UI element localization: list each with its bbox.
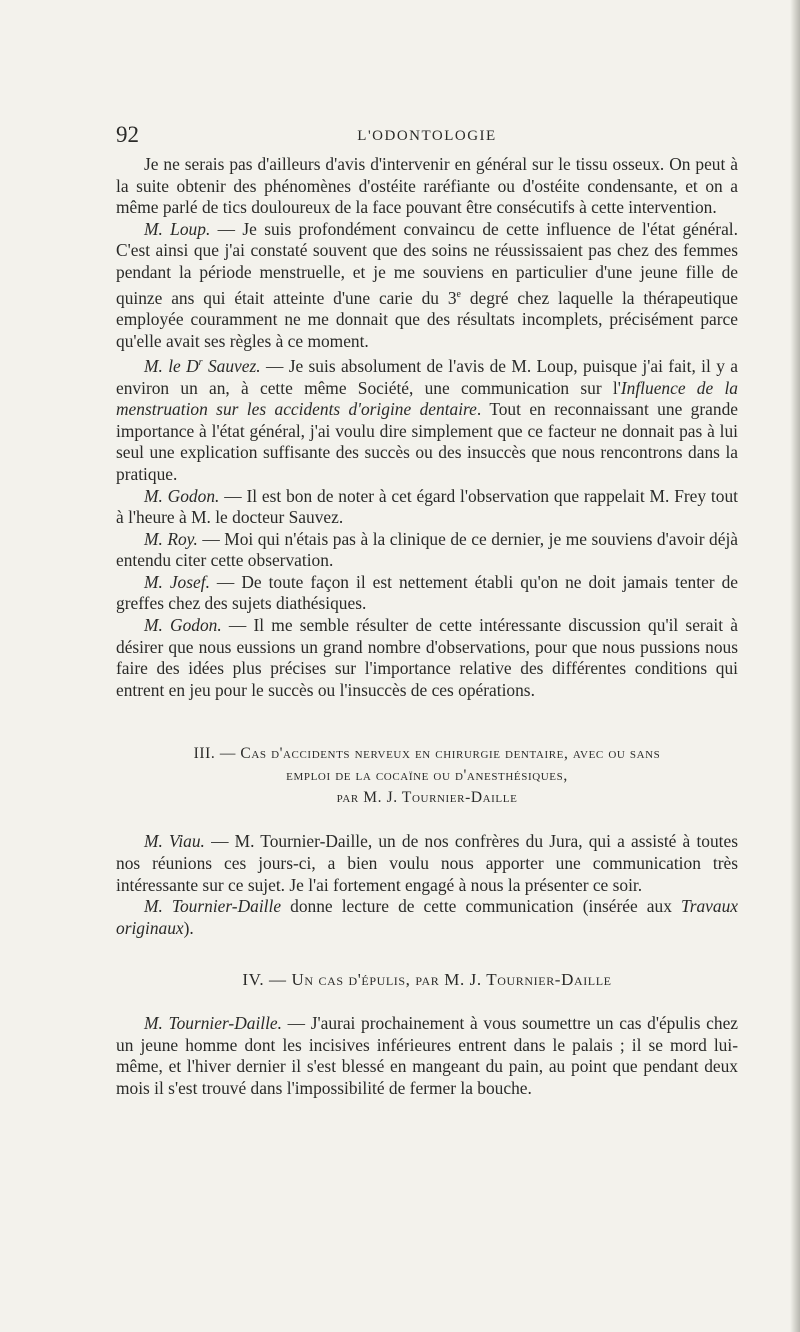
page-number: 92	[116, 122, 139, 147]
section-heading-line: par M. J. Tournier-Daille	[336, 789, 518, 807]
paragraph-text: — De toute façon il est nettement établi qu'on ne doit jamais tenter de greffes chez des sujets diathésiques.	[116, 571, 738, 614]
paragraph-text: — J'aurai prochainement à vous soumettre un cas d'épulis chez un jeune homme dont les incisives inférieures entrent dans le palais ; il se mord lui-même, et l'hiver dernier il s'est blessé en mangeant du pain, au point que pendant deux mois il s'est trouvé dans l'impossibilité de fermer la bouche.	[116, 1013, 739, 1098]
work-title: Travaux originaux	[116, 896, 738, 938]
paragraph-text: — Je suis profondément convaincu de cette influence de l'état général. C'est ainsi que j'ai constaté souvent que des soins ne réussissaient pas chez des femmes pendant la période menstruelle, et je me souviens en particulier d'une jeune fille de quinze ans qui était atteinte d'une carie du 3	[116, 218, 738, 308]
section-heading-line: III. — Cas d'accidents nerveux en chirurgie dentaire, avec ou sans	[193, 745, 661, 763]
page-edge-shadow	[790, 0, 800, 1332]
superscript: e	[456, 288, 461, 300]
paragraph-text: — Il me semble résulter de cette intéressante discussion qu'il serait à désirer que nous eussions un grand nombre d'observations, pour que nous pussions nous faire des idées plus précises sur l'importance relative des différentes conditions qui entrent en jeu pour le succès ou l'insuccès de ces opérations.	[116, 615, 738, 700]
paragraph	[116, 572, 738, 615]
speaker-name: M. Roy.	[144, 528, 198, 549]
paragraph-text: donne lecture de cette communication (insérée aux	[281, 896, 681, 917]
section-heading	[116, 743, 738, 809]
speaker-name: M. Josef.	[144, 571, 210, 592]
paragraph	[116, 219, 738, 352]
section-heading	[116, 969, 738, 991]
paragraph	[116, 529, 738, 572]
paragraph-text: Je ne serais pas d'ailleurs d'avis d'intervenir en général sur le tissu osseux. On peut à la suite obtenir des phénomènes d'ostéite raréfiante ou d'ostéite condensante, et on a même parlé de tics douloureux de la face pouvant être consécutifs à cette intervention.	[116, 154, 738, 218]
paragraph-text: — M. Tournier-Daille, un de nos confrères du Jura, qui a assisté à toutes nos réunions ces jours-ci, a bien voulu nous apporter une communication très intéressante sur ce sujet. Je l'ai fortement engagé à nous la présenter ce soir.	[116, 831, 738, 895]
paragraph-text: degré chez laquelle la thérapeutique employée couramment ne me donnait que des résultats incomplets, précisément parce qu'elle avait ses règles à ce moment.	[116, 287, 738, 351]
speaker-name: M. Tournier-Daille	[144, 896, 282, 917]
paragraph	[116, 486, 738, 529]
paragraph-text: . Tout en reconnaissant une grande importance à l'état général, j'ai voulu dire simplement que ce facteur ne donnait pas à lui seul une explication suffisante des succès ou des insuccès que nous rencontrons dans la pratique.	[116, 399, 738, 484]
paragraph	[116, 896, 738, 939]
paragraph-text: — Il est bon de noter à cet égard l'observation que rappelait M. Frey tout à l'heure à M. le docteur Sauvez.	[116, 485, 738, 528]
superscript: r	[198, 357, 203, 369]
paragraph-text: — Je suis absolument de l'avis de M. Loup, puisque j'ai fait, il y a environ un an, à cette même Société, une communication sur l'	[116, 355, 738, 398]
speaker-name: M. Godon.	[144, 615, 222, 636]
page-header	[116, 122, 738, 152]
paragraph	[116, 615, 738, 701]
paragraph	[116, 831, 738, 896]
section-heading-line: IV. — Un cas d'épulis, par M. J. Tournier-Daille	[242, 970, 612, 990]
paragraph	[116, 352, 738, 485]
page-body	[116, 154, 738, 1099]
speaker-name: M. Loup.	[144, 218, 211, 239]
speaker-name-end: Sauvez.	[202, 355, 261, 376]
paragraph	[116, 154, 738, 219]
paragraph-text: ).	[183, 917, 194, 938]
speaker-name: M. Godon.	[144, 485, 220, 506]
section-heading-line: emploi de la cocaïne ou d'anesthésiques,	[286, 767, 568, 785]
running-title: L'ODONTOLOGIE	[357, 128, 497, 144]
work-title: Influence de la menstruation sur les accidents d'origine dentaire	[116, 377, 738, 420]
paragraph-text: — Moi qui n'étais pas à la clinique de ce dernier, je me souviens d'avoir déjà entendu citer cette observation.	[116, 528, 738, 571]
paragraph	[116, 1013, 738, 1099]
speaker-name: M. le D	[144, 355, 199, 376]
speaker-name: M. Tournier-Daille.	[144, 1013, 283, 1033]
speaker-name: M. Viau.	[144, 831, 205, 852]
